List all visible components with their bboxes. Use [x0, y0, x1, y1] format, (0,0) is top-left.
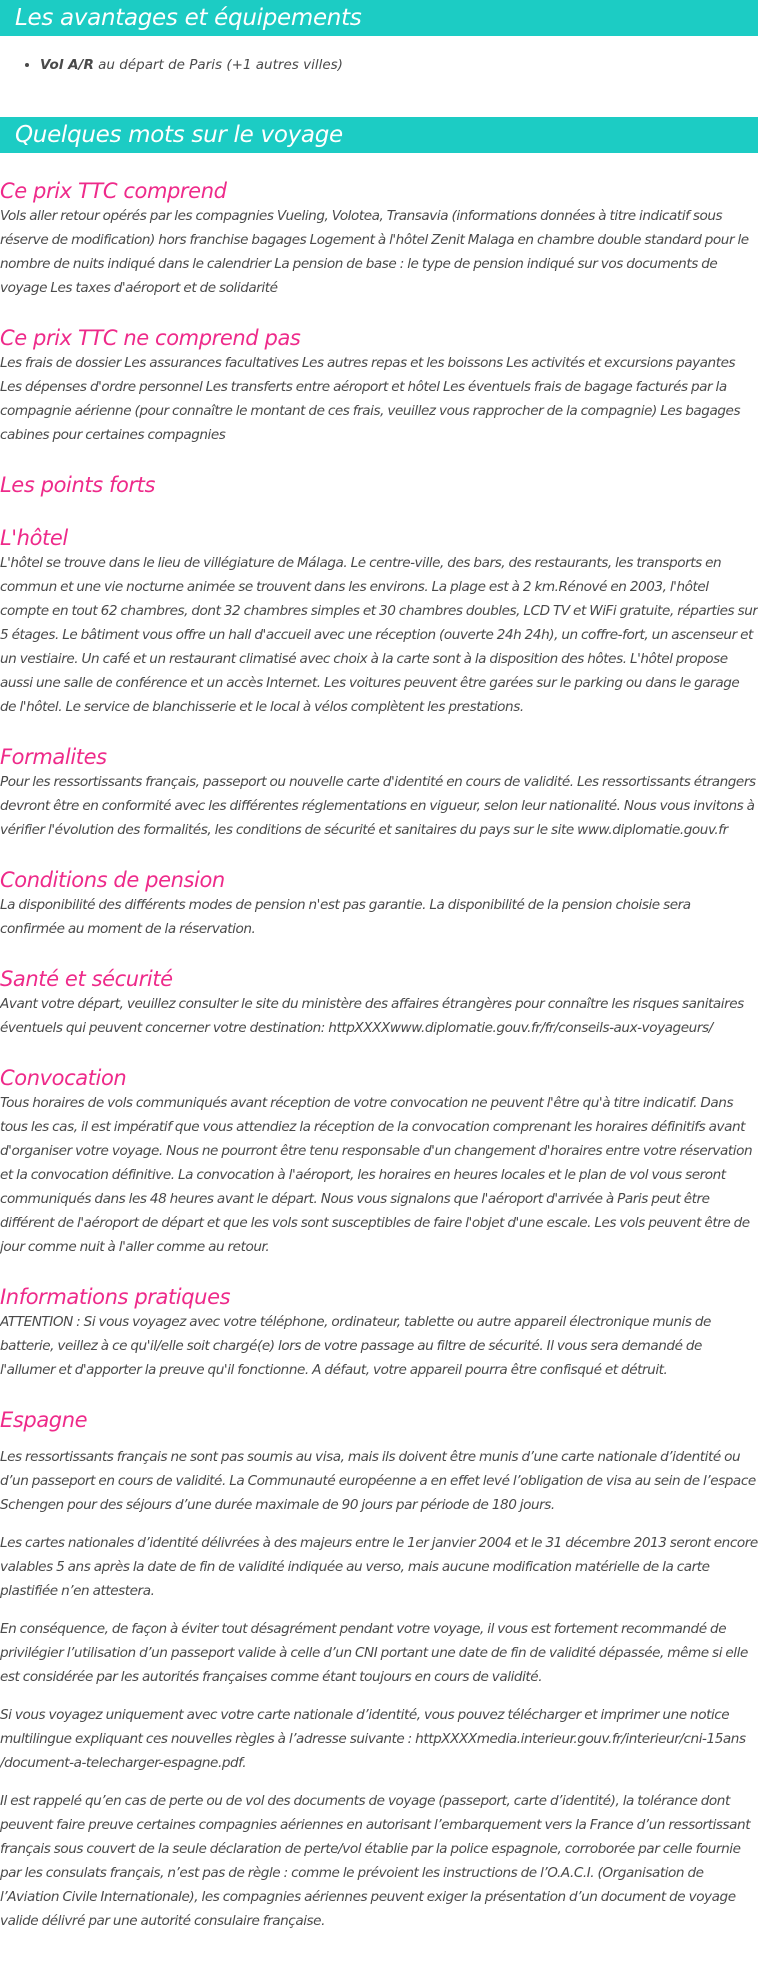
heading-points-forts: Les points forts: [0, 473, 156, 497]
heading-ne-comprend-pas: Ce prix TTC ne comprend pas: [0, 326, 301, 350]
section-espagne: [0, 1407, 758, 1933]
text-pension: La disponibilité des différents modes de pension n'est pas garantie. La disponibilité de la pension choisie sera confirmée au moment de la réservation.: [0, 897, 691, 937]
heading-infos: Informations pratiques: [0, 1285, 231, 1309]
text-formalites: Pour les ressortissants français, passeport ou nouvelle carte d'identité en cours de validité. Les ressortissants étrangers devront être en conformité avec les différentes réglementations en vigueur, selon leur nationalité. Nous vous invitons à vérifier l'évolution des formalités, les conditions de sécurité et sanitaires du pays sur le site www.diplomatie.gouv.fr: [0, 774, 756, 838]
advantages-list: [0, 56, 758, 74]
heading-convocation: Convocation: [0, 1066, 127, 1090]
section-infos: [0, 1284, 758, 1382]
paragraph-espagne-5: Il est rappelé qu’en cas de perte ou de vol des documents de voyage (passeport, carte d’identité), la tolérance dont peuvent faire preuve certaines compagnies aériennes en autorisant l’embarquement vers la France d’un ressortissant français sous couvert de la seule déclaration de perte/vol établie par la police espagnole, corroborée par celle fournie par les consulats français, n’est pas de règle : comme le prévoient les instructions de l’O.A.C.I. (Organisation de l’Aviation Civile Internationale), les compagnies aériennes peuvent exiger la présentation d’un document de voyage valide délivré par une autorité consulaire française.: [0, 1793, 751, 1929]
section-comprend: [0, 178, 758, 300]
section-pension: [0, 867, 758, 941]
text-infos: ATTENTION : Si vous voyagez avec votre téléphone, ordinateur, tablette ou autre appareil électronique munis de batterie, veillez à ce qu'il/elle soit chargé(e) lors de votre passage au filtre de sécurité. Il vous sera demandé de l'allumer et d'apporter la preuve qu'il fonctionne. A défaut, votre appareil pourra être confisqué et détruit.: [0, 1314, 711, 1378]
paragraph-espagne-2: Les cartes nationales d’identité délivrées à des majeurs entre le 1er janvier 2004 et le 31 décembre 2013 seront encore valables 5 ans après la date de fin de validité indiquée au verso, mais aucune modification matérielle de la carte plastifiée n’en attestera.: [0, 1535, 758, 1599]
text-hotel: L'hôtel se trouve dans le lieu de villégiature de Málaga. Le centre-ville, des bars, des restaurants, les transports en commun et une vie nocturne animée se trouvent dans les environs. La plage est à 2 km.Rénové en 2003, l'hôtel compte en tout 62 chambres, dont 32 chambres simples et 30 chambres doubles, LCD TV et WiFi gratuite, réparties sur 5 étages. Le bâtiment vous offre un hall d'accueil avec une réception (ouverte 24h 24h), un coffre-fort, un ascenseur et un vestiaire. Un café et un restaurant climatisé avec choix à la carte sont à la disposition des hôtes. L'hôtel propose aussi une salle de conférence et un accès Internet. Les voitures peuvent être garées sur le parking ou dans le garage de l'hôtel. Le service de blanchisserie et le local à vélos complètent les prestations.: [0, 555, 758, 715]
section-convocation: [0, 1065, 758, 1259]
section-hotel: [0, 525, 758, 719]
section-formalites: [0, 744, 758, 842]
list-item: [40, 56, 758, 74]
section-header-avantages: Les avantages et équipements: [0, 0, 758, 36]
text-comprend: Vols aller retour opérés par les compagnies Vueling, Volotea, Transavia (informations données à titre indicatif sous réserve de modification) hors franchise bagages Logement à l'hôtel Zenit Malaga en chambre double standard pour le nombre de nuits indiqué dans le calendrier La pension de base : le type de pension indiqué sur vos documents de voyage Les taxes d'aéroport et de solidarité: [0, 208, 749, 296]
heading-formalites: Formalites: [0, 745, 107, 769]
section-header-voyage: Quelques mots sur le voyage: [0, 117, 758, 153]
paragraph-espagne-4: Si vous voyagez uniquement avec votre carte nationale d’identité, vous pouvez télécharger et imprimer une notice multilingue expliquant ces nouvelles règles à l’adresse suivante : httpXXXXmedia.interieur.gouv.fr/interieur/cni-15ans /document-a-telecharger-espagne.pdf.: [0, 1707, 746, 1771]
paragraph-espagne-3: En conséquence, de façon à éviter tout désagrément pendant votre voyage, il vous est fortement recommandé de privilégier l’utilisation d’un passeport valide à celle d’un CNI portant une date de fin de validité dépassée, même si elle est considérée par les autorités françaises comme étant toujours en cours de validité.: [0, 1621, 748, 1685]
heading-hotel: L'hôtel: [0, 526, 68, 550]
heading-espagne: Espagne: [0, 1408, 88, 1432]
text-convocation: Tous horaires de vols communiqués avant réception de votre convocation ne peuvent l'être qu'à titre indicatif. Dans tous les cas, il est impératif que vous attendiez la réception de la convocation comprenant les horaires définitifs avant d'organiser votre voyage. Nous ne pourront être tenu responsable d'un changement d'horaires entre votre réservation et la convocation définitive. La convocation à l'aéroport, les horaires en heures locales et le plan de vol vous seront communiqués dans les 48 heures avant le départ. Nous vous signalons que l'aéroport d'arrivée à Paris peut être différent de l'aéroport de départ et que les vols sont susceptibles de faire l'objet d'une escale. Les vols peuvent être de jour comme nuit à l'aller comme au retour.: [0, 1095, 753, 1255]
section-points-forts: [0, 472, 758, 498]
heading-comprend: Ce prix TTC comprend: [0, 179, 227, 203]
section-ne-comprend-pas: [0, 325, 758, 447]
text-sante: Avant votre départ, veuillez consulter le site du ministère des affaires étrangères pour connaître les risques sanitaires éventuels qui peuvent concerner votre destination: httpXXXXwww.diplomatie.gouv.fr/fr/conseils-aux-voyageurs/: [0, 996, 744, 1036]
section-sante: [0, 966, 758, 1040]
text-ne-comprend-pas: Les frais de dossier Les assurances facultatives Les autres repas et les boissons Les activités et excursions payantes Les dépenses d'ordre personnel Les transferts entre aéroport et hôtel Les éventuels frais de bagage facturés par la compagnie aérienne (pour connaître le montant de ces frais, veuillez vous rapprocher de la compagnie) Les bagages cabines pour certaines compagnies: [0, 355, 741, 443]
advantage-text: au départ de Paris (+1 autres villes): [93, 57, 343, 73]
paragraph-espagne-1: Les ressortissants français ne sont pas soumis au visa, mais ils doivent être munis d’une carte nationale d’identité ou d’un passeport en cours de validité. La Communauté européenne a en effet levé l’obligation de visa au sein de l’espace Schengen pour des séjours d’une durée maximale de 90 jours par période de 180 jours.: [0, 1449, 756, 1513]
heading-pension: Conditions de pension: [0, 868, 225, 892]
advantage-bold: Vol A/R: [40, 57, 94, 73]
heading-sante: Santé et sécurité: [0, 967, 173, 991]
